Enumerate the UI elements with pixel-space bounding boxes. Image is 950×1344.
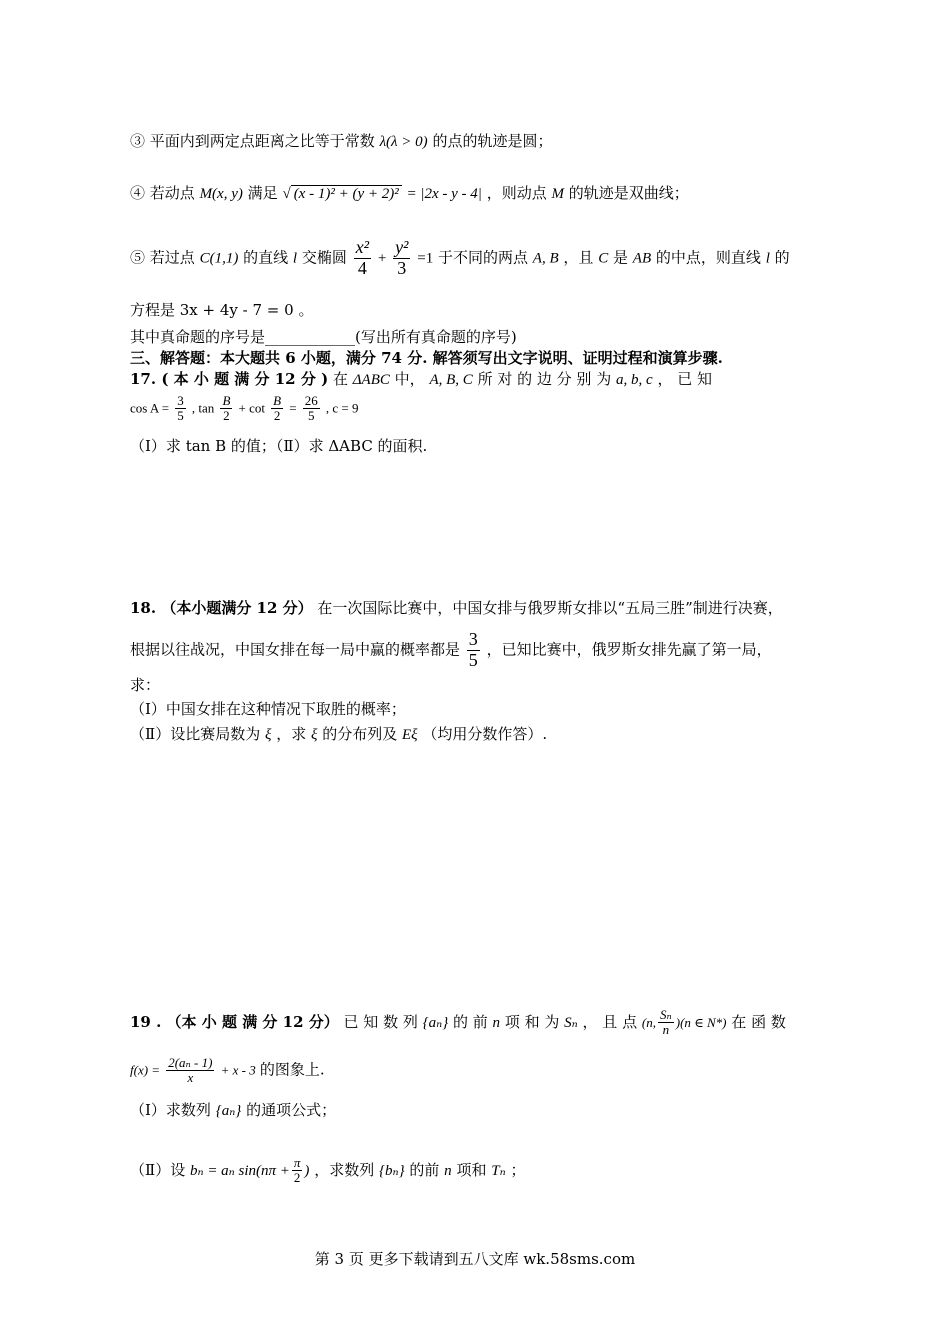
q17-cond-d: = bbox=[289, 400, 297, 416]
q19-t3: 项 和 为 bbox=[504, 1012, 560, 1031]
q19-frac-sn-n: $\frac{\text{Sₙ}}{n}$ bbox=[659, 1007, 672, 1038]
s3-text-a: ③ 平面内到两定点距离之比等于常数 bbox=[130, 132, 375, 150]
statement-3 bbox=[130, 131, 552, 152]
q17-line1 bbox=[130, 369, 830, 390]
s5-text-h: 的 bbox=[774, 248, 790, 267]
q17-tri: ΔABC bbox=[352, 372, 390, 388]
s5-text-e: ，且 bbox=[563, 248, 594, 267]
q19-bn: bₙ = aₙ sin(nπ + bbox=[189, 1162, 290, 1179]
q19-p2a: （Ⅱ）设 bbox=[130, 1160, 186, 1179]
q19-t4: ， 且 点 bbox=[582, 1012, 638, 1031]
s5-ab: A, B bbox=[532, 250, 559, 267]
s5-frac-y: $\frac{\text{y²}}{3}$ bbox=[395, 237, 409, 278]
q17-t4: ， 已 知 bbox=[657, 370, 712, 388]
s4-m: M bbox=[551, 186, 565, 202]
s3-text-b: 的点的轨迹是圆； bbox=[432, 132, 553, 150]
q18-part2 bbox=[130, 724, 547, 745]
s5-text-b: 的直线 bbox=[243, 248, 289, 267]
q18-p2a: （Ⅱ）设比赛局数为 bbox=[130, 725, 261, 743]
statement-5 bbox=[130, 238, 790, 279]
q19-f-c: 的图象上. bbox=[259, 1060, 325, 1079]
q17-cond-e: , c = 9 bbox=[325, 400, 359, 416]
s4-point: M(x, y) bbox=[199, 186, 243, 202]
s4-sqrt-sign: √ bbox=[282, 186, 291, 202]
q17-cond-b: , tan bbox=[191, 400, 215, 416]
s4-text-a: ④ 若动点 bbox=[130, 184, 195, 202]
s5-plus: + bbox=[377, 250, 387, 267]
s5-text-g: 的中点，则直线 bbox=[655, 248, 761, 267]
q17-t1: 在 bbox=[332, 370, 348, 388]
q19-p2e: ； bbox=[510, 1160, 526, 1179]
s5-ab2: AB bbox=[632, 250, 652, 267]
q18-l2b: ，已知比赛中，俄罗斯女排先赢了第一局， bbox=[486, 640, 772, 659]
q19-frac-f: $\frac{\text{2(aₙ - 1)}}{x}$ bbox=[168, 1055, 213, 1086]
q17-frac-3-5: $\frac{3}{5}$ bbox=[177, 393, 184, 424]
q18-l1: 在一次国际比赛中，中国女排与俄罗斯女排以“五局三胜”制进行决赛， bbox=[317, 599, 783, 617]
q18-p2c: 的分布列及 bbox=[322, 725, 398, 743]
s5-text-a: ⑤ 若过点 bbox=[130, 248, 195, 267]
q19-t1: 已 知 数 列 bbox=[343, 1012, 418, 1031]
q17-frac-26-5: $\frac{26}{5}$ bbox=[304, 393, 318, 424]
s5-frac-x: $\frac{\text{x²}}{4}$ bbox=[355, 237, 370, 278]
s5-l2: l bbox=[765, 250, 770, 267]
s5-point: C(1,1) bbox=[199, 250, 239, 267]
q19-f-b: + x - 3 bbox=[220, 1062, 256, 1078]
q19-t2: 的 前 bbox=[452, 1012, 488, 1031]
q19-tn: Tₙ bbox=[491, 1162, 506, 1179]
q18-line2 bbox=[130, 630, 772, 671]
q17-t2: 中， bbox=[394, 370, 425, 388]
q19-p1-an: {aₙ} bbox=[215, 1103, 242, 1119]
q19-line1 bbox=[130, 1008, 786, 1038]
q17-sides: a, b, c bbox=[615, 372, 653, 388]
q18-line3: 求： bbox=[130, 676, 161, 694]
q19-p2-bn: {bₙ} bbox=[379, 1162, 405, 1179]
q17-conditions bbox=[130, 394, 358, 424]
q19-p1a: （Ⅰ）求数列 bbox=[130, 1101, 211, 1119]
q18-frac-3-5: $\frac{3}{5}$ bbox=[468, 629, 478, 670]
section-3-heading: 三、解答题：本大题共 6 小题，满分 74 分. 解答须写出文字说明、证明过程和演算步骤. bbox=[130, 349, 723, 367]
q19-f-a: f(x) = bbox=[130, 1062, 161, 1078]
q18-p2b: ，求 bbox=[276, 725, 307, 743]
q19-p2-n: n bbox=[444, 1162, 452, 1179]
q19-head: 19 . （本 小 题 满 分 12 分） bbox=[130, 1012, 339, 1031]
q17-head: 17. ( 本 小 题 满 分 12 分 ) bbox=[130, 370, 329, 388]
statement-4 bbox=[130, 183, 689, 204]
s5-text-c: 交椭圆 bbox=[301, 248, 347, 267]
answer-blank-line: 其中真命题的序号是____________(写出所有真命题的序号) bbox=[130, 328, 517, 346]
s4-rhs: = |2x - y - 4| bbox=[406, 186, 482, 202]
s4-text-d: 的轨迹是双曲线； bbox=[568, 184, 689, 202]
q18-xi: ξ bbox=[264, 727, 272, 743]
q18-p2d: （均用分数作答）. bbox=[422, 725, 548, 743]
q17-cond-c: + cot bbox=[238, 400, 265, 416]
q19-function bbox=[130, 1056, 325, 1086]
q17-frac-b-2a: $\frac{B}{2}$ bbox=[222, 393, 231, 424]
page-footer: 第 3 页 更多下载请到五八文库 wk.58sms.com bbox=[314, 1250, 636, 1268]
q18-part1: （Ⅰ）中国女排在这种情况下取胜的概率； bbox=[130, 700, 406, 718]
q18-l2a: 根据以往战况，中国女排在每一局中赢的概率都是 bbox=[130, 640, 461, 659]
s3-math: λ(λ > 0) bbox=[379, 134, 428, 150]
q19-point-b: )(n ∈ N*) bbox=[675, 1014, 727, 1030]
q19-frac-pi-2: $\frac{\pi}{2}$ bbox=[293, 1155, 301, 1186]
s4-text-b: 满足 bbox=[247, 184, 278, 202]
q19-p2d: 项和 bbox=[456, 1160, 487, 1179]
q19-t5: 在 函 数 bbox=[731, 1012, 786, 1031]
s5-eq: =1 bbox=[417, 250, 434, 267]
s5-text-f: 是 bbox=[612, 248, 628, 267]
s5-l1: l bbox=[292, 250, 298, 267]
q18-xi2: ξ bbox=[311, 727, 318, 743]
q18-exi: Eξ bbox=[402, 727, 418, 743]
q19-n: n bbox=[492, 1014, 501, 1031]
s5-line2: 方程是 3x + 4y - 7 = 0 。 bbox=[130, 301, 314, 319]
q19-an: {aₙ} bbox=[422, 1014, 449, 1031]
q19-sn: Sₙ bbox=[564, 1014, 578, 1031]
q18-head: 18. （本小题满分 12 分） bbox=[130, 599, 313, 617]
q17-parts: （Ⅰ）求 tan B 的值；（Ⅱ）求 ΔABC 的面积. bbox=[130, 437, 428, 455]
q17-frac-b-2b: $\frac{B}{2}$ bbox=[273, 393, 282, 424]
q19-part1 bbox=[130, 1100, 336, 1121]
q19-bn-close: ) bbox=[304, 1162, 310, 1179]
q17-t3: 所 对 的 边 分 别 为 bbox=[477, 370, 612, 388]
q19-p2c: 的前 bbox=[409, 1160, 440, 1179]
s4-sqrt: (x - 1)² + (y + 2)² bbox=[291, 185, 402, 202]
q19-part2 bbox=[130, 1156, 525, 1186]
s5-text-d: 于不同的两点 bbox=[437, 248, 528, 267]
q17-abc: A, B, C bbox=[429, 372, 473, 388]
q19-p1b: 的通项公式； bbox=[246, 1101, 337, 1119]
q19-point-a: (n, bbox=[641, 1014, 656, 1030]
s5-c: C bbox=[598, 250, 609, 267]
q17-cond-a: cos A = bbox=[130, 400, 170, 416]
s4-text-c: ，则动点 bbox=[486, 184, 547, 202]
q19-p2b: ，求数列 bbox=[314, 1160, 375, 1179]
q18-line1 bbox=[130, 598, 783, 618]
